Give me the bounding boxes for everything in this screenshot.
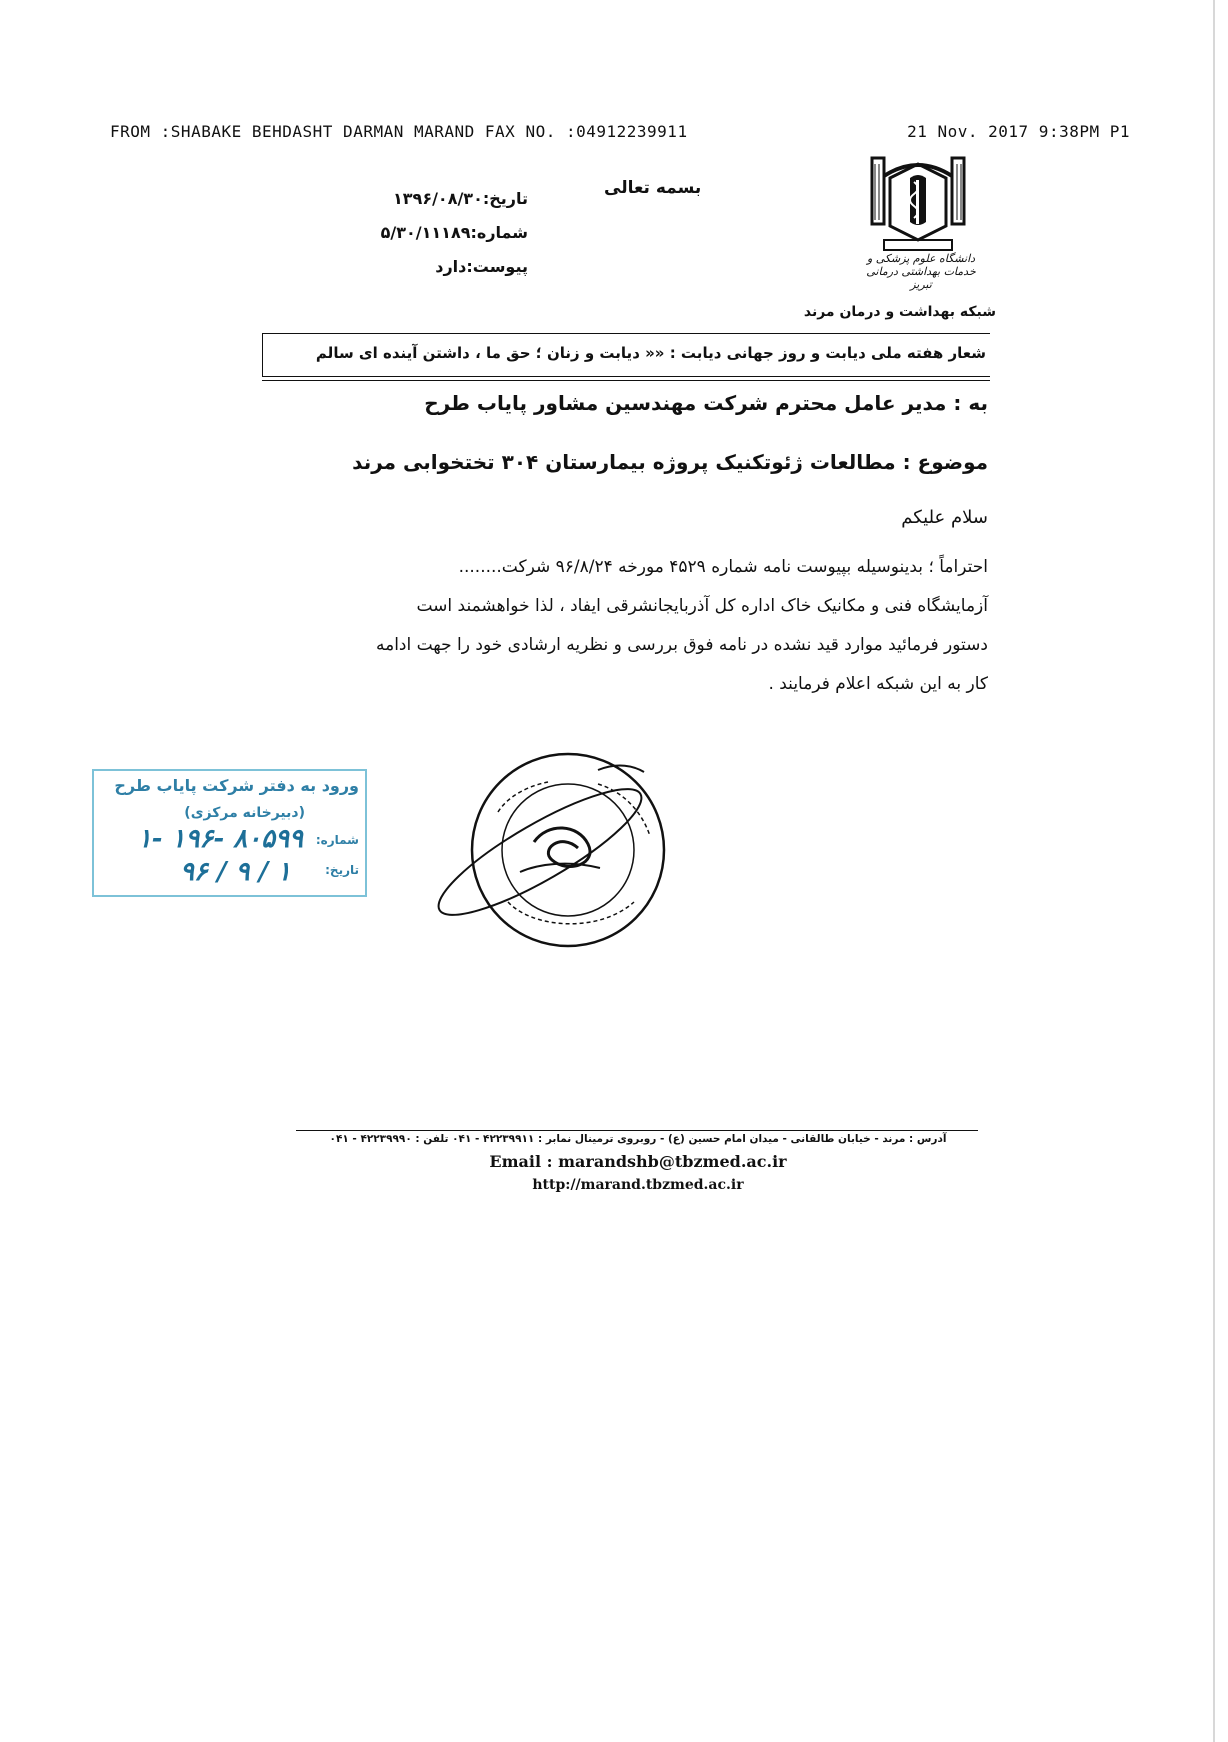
logo-caption: دانشگاه علوم پزشکی و خدمات بهداشتی درمانی تبریز [866,252,976,291]
footer-divider [296,1130,978,1131]
stamp-number-value: ۱- ۱۹۶- ۸۰۵۹۹ [137,824,303,854]
date-value: ۱۳۹۶/۰۸/۳۰ [393,189,483,208]
stamp-subtitle: (دبیرخانه مرکزی) [184,805,305,821]
attachment-label: پیوست: [466,257,528,276]
meta-date-row [350,182,528,216]
organization-name: شبکه بهداشت و درمان مرند [803,304,996,320]
attachment-value: دارد [435,257,467,276]
subject-line: موضوع : مطالعات ژئوتکنیک پروژه بیمارستان ۳۰۴ تختخوابی مرند [352,450,988,474]
stamp-number-label: شماره: [315,833,359,847]
body-paragraph [250,548,988,704]
slogan-text: شعار هفته ملی دیابت و روز جهانی دیابت : «« دیابت و زنان ؛ حق ما ، داشتن آینده ای سالم [315,344,986,362]
fax-datetime: 21 Nov. 2017 9:38PM P1 [907,122,1130,141]
greeting: سلام علیکم [901,507,988,528]
footer-email: Email : marandshb@tbzmed.ac.ir [489,1152,787,1171]
body-line: کار به این شبکه اعلام فرمایند . [768,674,988,694]
footer-website: http://marand.tbzmed.ac.ir [532,1177,744,1193]
official-round-seal [428,752,702,956]
stamp-title: ورود به دفتر شرکت پایاب طرح [114,776,359,795]
meta-number-row [350,216,528,250]
body-line: آزمایشگاه فنی و مکانیک خاک اداره کل آذربایجانشرقی ایفاد ، لذا خواهشمند است [416,596,988,616]
fax-transmission-header [110,122,1130,148]
recipient-line: به : مدیر عامل محترم شرکت مهندسین مشاور پایاب طرح [424,391,988,415]
body-line: احتراماً ؛ بدینوسیله بپیوست نامه شماره ۴۵۲۹ مورخه ۹۶/۸/۲۴ شرکت........ [458,557,988,577]
slogan-box [262,333,990,377]
stamp-date-value: ۹۶ / ۹ / ۱ [179,857,291,887]
body-line: دستور فرمائید موارد قید نشده در نامه فوق بررسی و نظریه ارشادی خود را جهت ادامه [375,635,988,655]
letter-meta [350,182,528,284]
university-logo [870,156,966,254]
scan-edge-line [1213,0,1215,1742]
number-value: ۵/۳۰/۱۱۱۸۹ [380,223,471,242]
stamp-date-label: تاریخ: [325,863,359,877]
footer-address: آدرس : مرند - خیابان طالقانی - میدان امام حسین (ع) - روبروی ترمینال نمابر : ۴۲۲۳۹۹۱۱ - ۰۴۱ تلفن : ۴۲۲۳۹۹۹۰ - ۰۴۱ [329,1133,947,1145]
slogan-underline [262,380,990,381]
receipt-stamp [92,769,367,897]
fax-sender-line: FROM :SHABAKE BEHDASHT DARMAN MARAND FAX NO. :04912239911 [110,122,688,141]
invocation-heading: بسمه تعالی [604,178,702,198]
meta-attachment-row [350,250,528,284]
number-label: شماره: [470,223,528,242]
date-label: تاریخ: [482,189,528,208]
